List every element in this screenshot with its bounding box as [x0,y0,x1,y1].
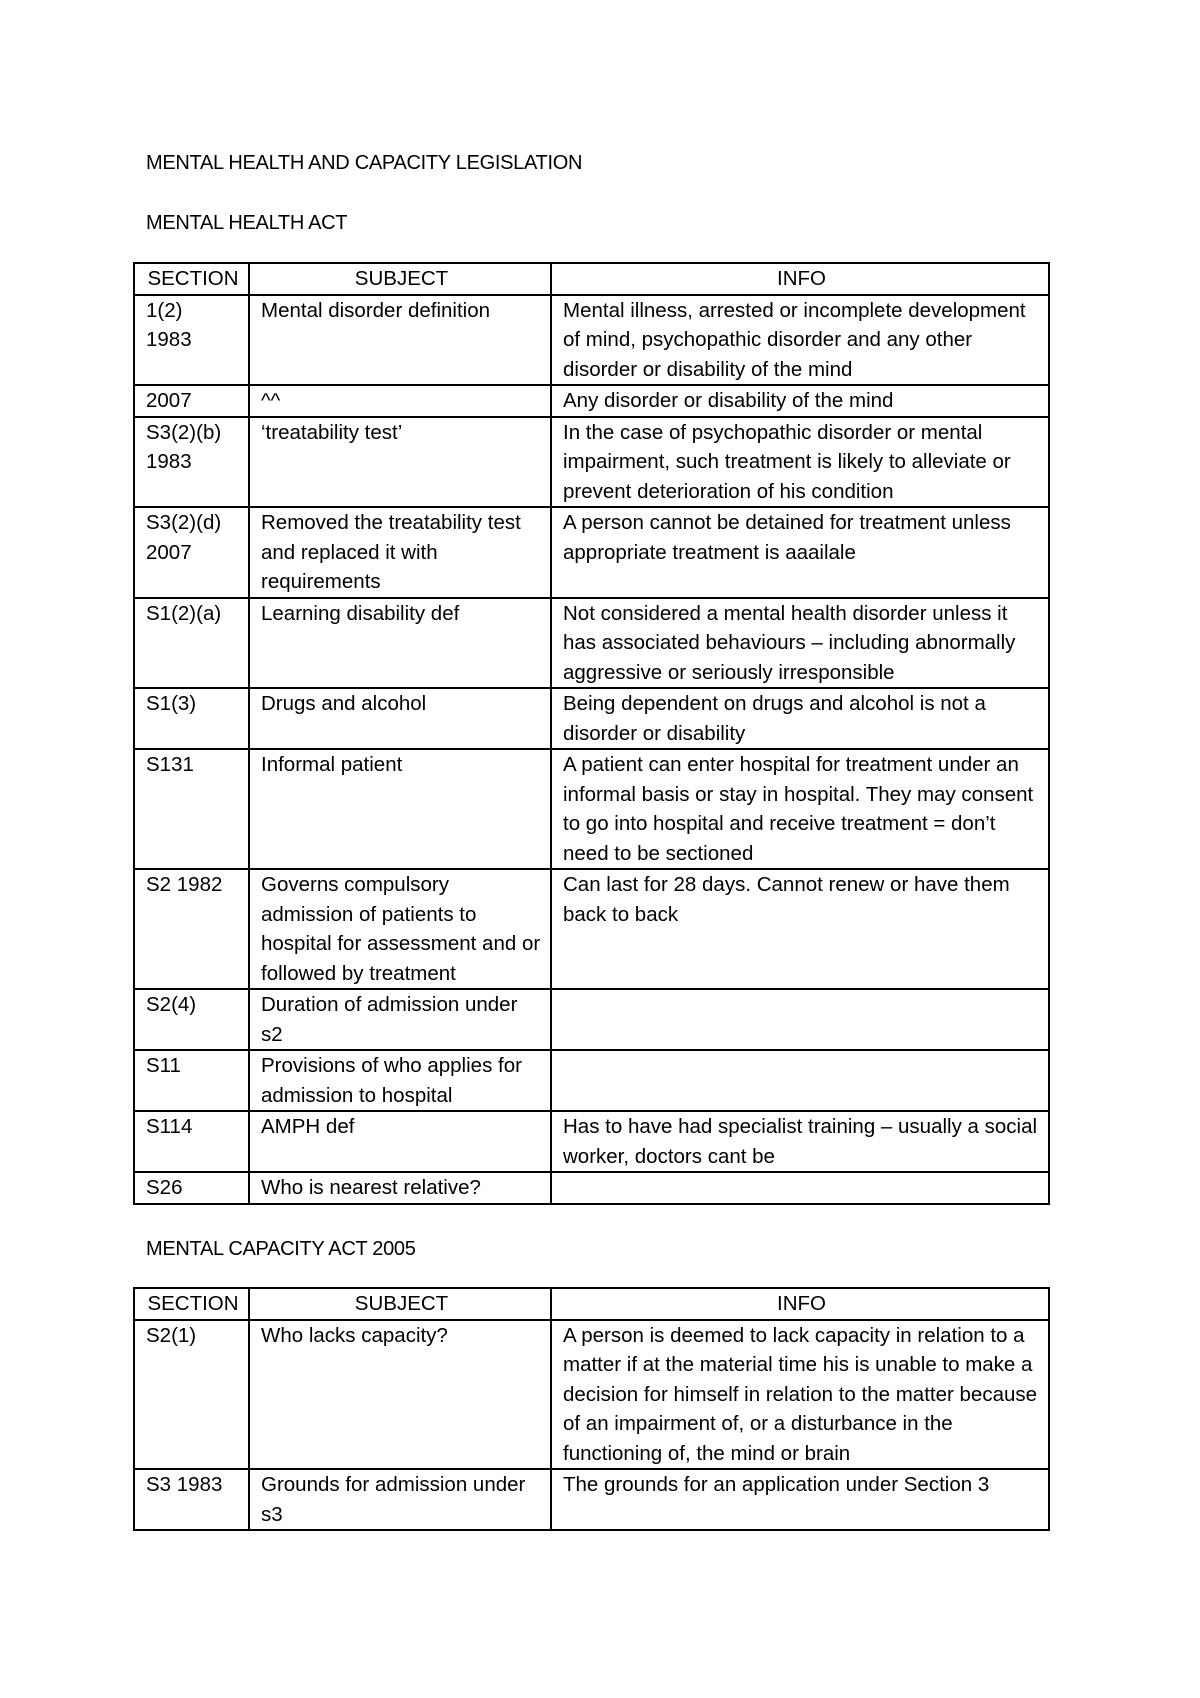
info-cell: A person is deemed to lack capacity in relation to a matter if at the material time his is unable to make a decision for himself in relation to the matter because of an impairment of, or a disturbance in the functioning of, the mind or brain [551,1320,1049,1470]
info-cell: The grounds for an application under Section 3 [551,1469,1049,1530]
table-row [134,1050,1049,1111]
section-cell: S1(2)(a) [134,598,249,689]
info-cell: Can last for 28 days. Cannot renew or have them back to back [551,869,1049,989]
info-cell: Any disorder or disability of the mind [551,385,1049,417]
table-row [134,1111,1049,1172]
subject-cell: Learning disability def [249,598,551,689]
table-row [134,1172,1049,1204]
info-cell: A patient can enter hospital for treatment under an informal basis or stay in hospital. They may consent to go into hospital and receive treatment = don’t need to be sectioned [551,749,1049,869]
table-header-row [134,263,1049,295]
column-header-subject: SUBJECT [249,1288,551,1320]
info-cell [551,1172,1049,1204]
column-header-info: INFO [551,1288,1049,1320]
info-cell [551,989,1049,1050]
subject-cell: Grounds for admission under s3 [249,1469,551,1530]
mental-health-act-heading: MENTAL HEALTH ACT [146,212,348,234]
section-cell: S2 1982 [134,869,249,989]
subject-cell: Who lacks capacity? [249,1320,551,1470]
table-row [134,385,1049,417]
table-row [134,989,1049,1050]
info-cell: A person cannot be detained for treatment unless appropriate treatment is aaailale [551,507,1049,598]
section-cell: S3(2)(d) 2007 [134,507,249,598]
section-cell: S131 [134,749,249,869]
mental-capacity-act-table [133,1287,1050,1531]
subject-cell: Governs compulsory admission of patients to hospital for assessment and or followed by treatment [249,869,551,989]
subject-cell: Provisions of who applies for admission to hospital [249,1050,551,1111]
table-row [134,417,1049,508]
section-cell: S3(2)(b) 1983 [134,417,249,508]
section-cell: S114 [134,1111,249,1172]
mental-capacity-act-heading: MENTAL CAPACITY ACT 2005 [146,1238,416,1260]
subject-cell: Duration of admission under s2 [249,989,551,1050]
subject-cell: Drugs and alcohol [249,688,551,749]
info-cell [551,1050,1049,1111]
subject-cell: Informal patient [249,749,551,869]
subject-cell: ^^ [249,385,551,417]
section-cell: 1(2) 1983 [134,295,249,386]
info-cell: Mental illness, arrested or incomplete development of mind, psychopathic disorder and any other disorder or disability of the mind [551,295,1049,386]
info-cell: Not considered a mental health disorder unless it has associated behaviours – including abnormally aggressive or seriously irresponsible [551,598,1049,689]
column-header-subject: SUBJECT [249,263,551,295]
info-cell: In the case of psychopathic disorder or mental impairment, such treatment is likely to alleviate or prevent deterioration of his condition [551,417,1049,508]
table-row [134,598,1049,689]
mental-health-act-table [133,262,1050,1205]
section-cell: S11 [134,1050,249,1111]
table-row [134,749,1049,869]
section-cell: S3 1983 [134,1469,249,1530]
column-header-section: SECTION [134,263,249,295]
table-row [134,507,1049,598]
info-cell: Has to have had specialist training – usually a social worker, doctors cant be [551,1111,1049,1172]
subject-cell: ‘treatability test’ [249,417,551,508]
section-cell: S26 [134,1172,249,1204]
section-cell: 2007 [134,385,249,417]
info-cell: Being dependent on drugs and alcohol is not a disorder or disability [551,688,1049,749]
subject-cell: Removed the treatability test and replaced it with requirements [249,507,551,598]
document-title: MENTAL HEALTH AND CAPACITY LEGISLATION [146,152,583,174]
table-header-row [134,1288,1049,1320]
subject-cell: Who is nearest relative? [249,1172,551,1204]
section-cell: S2(4) [134,989,249,1050]
column-header-info: INFO [551,263,1049,295]
section-cell: S2(1) [134,1320,249,1470]
table-row [134,295,1049,386]
subject-cell: Mental disorder definition [249,295,551,386]
section-cell: S1(3) [134,688,249,749]
table-row [134,1469,1049,1530]
table-row [134,1320,1049,1470]
table-row [134,869,1049,989]
subject-cell: AMPH def [249,1111,551,1172]
table-row [134,688,1049,749]
column-header-section: SECTION [134,1288,249,1320]
